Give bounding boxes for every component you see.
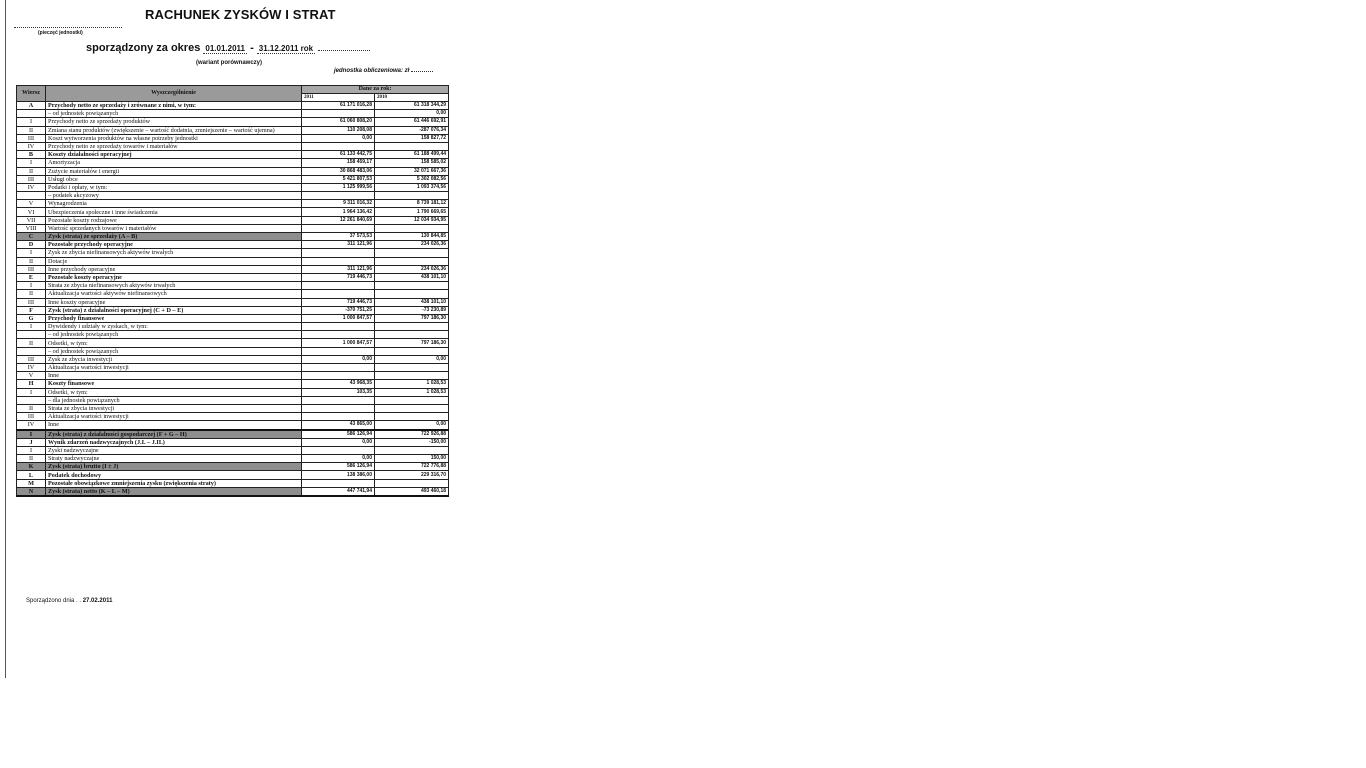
- table-row: [17, 159, 449, 167]
- row-value-2011: 0,00: [302, 134, 375, 142]
- row-index: I: [17, 388, 46, 396]
- row-label: Przychody netto ze sprzedaży produktów: [46, 118, 302, 126]
- row-value-2011: 9 311 016,32: [302, 200, 375, 208]
- table-row: [17, 282, 449, 290]
- table-row: [17, 110, 449, 118]
- row-label: – podatek akcyzowy: [46, 192, 302, 200]
- row-value-2011: [302, 479, 375, 487]
- row-label: Ubezpieczenia społeczne i inne świadczenia: [46, 208, 302, 216]
- row-value-2011: 1 000 847,57: [302, 339, 375, 347]
- row-value-2010: [375, 372, 449, 380]
- row-label: – od jednostek powiązanych: [46, 110, 302, 118]
- table-row: [17, 430, 449, 439]
- row-label: Zyski nadzwyczajne: [46, 446, 302, 454]
- row-label: Inne: [46, 372, 302, 380]
- row-index: A: [17, 102, 46, 110]
- table-row: [17, 118, 449, 126]
- row-value-2010: 493 460,18: [375, 487, 449, 496]
- row-label: – od jednostek powiązanych: [46, 331, 302, 339]
- row-label: Pozostałe koszty operacyjne: [46, 273, 302, 281]
- row-index: II: [17, 404, 46, 412]
- table-row: [17, 126, 449, 134]
- row-label: Zysk ze zbycia inwestycji: [46, 355, 302, 363]
- row-value-2010: [375, 249, 449, 257]
- row-value-2010: 1 028,53: [375, 380, 449, 388]
- variant-label: (wariant porównawczy): [196, 60, 263, 66]
- row-index: IV: [17, 421, 46, 430]
- row-index: H: [17, 380, 46, 388]
- row-index: C: [17, 233, 46, 241]
- row-value-2010: [375, 364, 449, 372]
- table-row: [17, 314, 449, 322]
- stamp-label: (pieczęć jednostki): [38, 30, 83, 36]
- table-row: [17, 388, 449, 396]
- table-row: [17, 257, 449, 265]
- row-value-2011: [302, 192, 375, 200]
- row-label: Zysk ze zbycia niefinansowych aktywów trwałych: [46, 249, 302, 257]
- row-value-2010: 158 827,72: [375, 134, 449, 142]
- table-row: [17, 347, 449, 355]
- row-value-2010: 8 739 181,12: [375, 200, 449, 208]
- row-index: II: [17, 257, 46, 265]
- row-value-2011: [302, 446, 375, 454]
- row-value-2011: 5 421 807,53: [302, 175, 375, 183]
- row-value-2011: [302, 323, 375, 331]
- table-row: [17, 134, 449, 142]
- row-value-2010: 5 302 082,56: [375, 175, 449, 183]
- row-value-2010: 234 026,36: [375, 241, 449, 249]
- row-label: Pozostałe przychody operacyjne: [46, 241, 302, 249]
- row-value-2011: 1 000 847,57: [302, 314, 375, 322]
- row-index: [17, 347, 46, 355]
- row-index: I: [17, 282, 46, 290]
- row-index: B: [17, 151, 46, 159]
- row-index: III: [17, 134, 46, 142]
- row-label: Przychody finansowe: [46, 314, 302, 322]
- row-value-2010: 12 034 934,95: [375, 216, 449, 224]
- row-value-2010: 722 926,88: [375, 430, 449, 439]
- table-row: [17, 183, 449, 191]
- row-label: Straty nadzwyczajne: [46, 455, 302, 463]
- row-value-2010: [375, 224, 449, 232]
- row-value-2011: [302, 224, 375, 232]
- table-row: [17, 216, 449, 224]
- row-index: J: [17, 438, 46, 446]
- row-index: I: [17, 159, 46, 167]
- row-value-2010: 0,00: [375, 110, 449, 118]
- row-label: Inne: [46, 421, 302, 430]
- row-value-2010: [375, 446, 449, 454]
- table-row: [17, 446, 449, 454]
- row-value-2011: 1 125 999,56: [302, 183, 375, 191]
- row-label: Wartość sprzedanych towarów i materiałów: [46, 224, 302, 232]
- table-row: [17, 487, 449, 496]
- row-value-2010: -287 076,34: [375, 126, 449, 134]
- row-value-2010: 150,00: [375, 455, 449, 463]
- row-value-2011: [302, 331, 375, 339]
- row-value-2010: [375, 396, 449, 404]
- header-wyszczegolnienie: Wyszczególnienie: [46, 86, 302, 102]
- row-value-2011: [302, 372, 375, 380]
- row-value-2010: 438 101,10: [375, 298, 449, 306]
- row-value-2011: [302, 142, 375, 150]
- row-value-2011: [302, 347, 375, 355]
- row-label: Strata ze zbycia niefinansowych aktywów trwałych: [46, 282, 302, 290]
- row-value-2011: [302, 404, 375, 412]
- row-value-2010: 130 844,85: [375, 233, 449, 241]
- row-value-2011: [302, 413, 375, 421]
- row-value-2011: 138 386,00: [302, 471, 375, 479]
- row-index: M: [17, 479, 46, 487]
- table-row: [17, 224, 449, 232]
- row-index: K: [17, 463, 46, 471]
- row-label: Koszt wytworzenia produktów na własne potrzeby jednostki: [46, 134, 302, 142]
- row-value-2010: 158 585,02: [375, 159, 449, 167]
- row-value-2011: 0,00: [302, 438, 375, 446]
- row-label: – od jednostek powiązanych: [46, 347, 302, 355]
- table-row: [17, 438, 449, 446]
- table-row: [17, 471, 449, 479]
- row-label: Odsetki, w tym:: [46, 388, 302, 396]
- row-value-2011: 61 171 016,28: [302, 102, 375, 110]
- row-value-2011: [302, 282, 375, 290]
- row-value-2011: 30 868 483,06: [302, 167, 375, 175]
- row-index: I: [17, 323, 46, 331]
- row-index: VI: [17, 208, 46, 216]
- table-row: [17, 208, 449, 216]
- table-row: [17, 200, 449, 208]
- table-row: [17, 273, 449, 281]
- table-row: [17, 372, 449, 380]
- table-row: [17, 421, 449, 430]
- row-value-2010: 797 186,30: [375, 314, 449, 322]
- footer: Sporządzono dnia . . 27.02.2011: [26, 598, 113, 604]
- row-value-2011: 311 121,96: [302, 241, 375, 249]
- table-row: [17, 192, 449, 200]
- unit-text: jednostka obliczeniowa: zł: [334, 68, 410, 74]
- table-row: [17, 167, 449, 175]
- row-index: III: [17, 355, 46, 363]
- document-title: RACHUNEK ZYSKÓW I STRAT: [145, 7, 336, 22]
- table-row: [17, 142, 449, 150]
- row-value-2010: 61 446 692,91: [375, 118, 449, 126]
- row-value-2011: 110 208,08: [302, 126, 375, 134]
- row-index: II: [17, 126, 46, 134]
- row-value-2010: [375, 290, 449, 298]
- row-index: [17, 396, 46, 404]
- row-value-2011: 12 261 840,69: [302, 216, 375, 224]
- unit-dotted-fill: [411, 66, 433, 72]
- row-index: IV: [17, 142, 46, 150]
- row-value-2011: [302, 257, 375, 265]
- unit-label: [334, 66, 433, 74]
- row-value-2011: 719 446,73: [302, 273, 375, 281]
- period-from: 01.01.2011: [205, 44, 245, 53]
- table-row: [17, 233, 449, 241]
- row-label: Zysk (strata) ze sprzedaży (A – B): [46, 233, 302, 241]
- table-row: [17, 102, 449, 110]
- footer-date: 27.02.2011: [82, 598, 113, 604]
- period-prefix: sporządzony za okres: [86, 42, 201, 54]
- row-index: F: [17, 306, 46, 314]
- table-row: [17, 323, 449, 331]
- table-row: [17, 298, 449, 306]
- row-value-2011: 0,00: [302, 455, 375, 463]
- row-value-2011: 0,00: [302, 355, 375, 363]
- row-value-2011: 719 446,73: [302, 298, 375, 306]
- row-label: Wynagrodzenia: [46, 200, 302, 208]
- row-value-2010: 1 028,53: [375, 388, 449, 396]
- row-value-2010: [375, 282, 449, 290]
- row-value-2011: [302, 396, 375, 404]
- row-value-2011: 586 126,94: [302, 430, 375, 439]
- row-label: Usługi obce: [46, 175, 302, 183]
- row-value-2011: 586 126,94: [302, 463, 375, 471]
- row-value-2011: 1 964 136,42: [302, 208, 375, 216]
- row-label: Zysk (strata) netto (K – L – M): [46, 487, 302, 496]
- row-index: I: [17, 446, 46, 454]
- row-value-2010: [375, 479, 449, 487]
- row-label: Aktualizacja wartości aktywów niefinansowych: [46, 290, 302, 298]
- row-value-2011: 37 573,53: [302, 233, 375, 241]
- row-value-2010: [375, 192, 449, 200]
- row-value-2010: [375, 404, 449, 412]
- row-label: Przychody netto ze sprzedaży i zrównane z nimi, w tym:: [46, 102, 302, 110]
- income-statement-document: [0, 0, 460, 640]
- row-value-2011: -370 751,25: [302, 306, 375, 314]
- row-value-2011: 447 741,94: [302, 487, 375, 496]
- row-index: [17, 192, 46, 200]
- row-label: Dotacje: [46, 257, 302, 265]
- row-value-2011: [302, 249, 375, 257]
- header-wiersz: Wiersz: [17, 86, 46, 102]
- table-row: [17, 331, 449, 339]
- row-value-2011: 158 459,17: [302, 159, 375, 167]
- row-value-2010: [375, 257, 449, 265]
- row-index: II: [17, 455, 46, 463]
- row-index: I: [17, 118, 46, 126]
- row-value-2010: 229 316,70: [375, 471, 449, 479]
- row-index: III: [17, 265, 46, 273]
- row-label: Podatki i opłaty, w tym:: [46, 183, 302, 191]
- header-year-2011: 2011: [302, 94, 375, 102]
- row-value-2011: 43 968,35: [302, 380, 375, 388]
- row-index: III: [17, 413, 46, 421]
- period-line: [86, 42, 370, 54]
- header-year-2010: 2010: [375, 94, 449, 102]
- row-value-2010: -73 230,89: [375, 306, 449, 314]
- row-label: Aktualizacja wartości inwestycji: [46, 364, 302, 372]
- row-label: Inne koszty operacyjne: [46, 298, 302, 306]
- table-row: [17, 290, 449, 298]
- row-label: Zysk (strata) z działalności operacyjnej (C + D – E): [46, 306, 302, 314]
- row-label: Inne przychody operacyjne: [46, 265, 302, 273]
- row-index: I: [17, 249, 46, 257]
- row-index: III: [17, 175, 46, 183]
- table-row: [17, 380, 449, 388]
- table-row: [17, 249, 449, 257]
- row-index: V: [17, 200, 46, 208]
- row-value-2010: 1 093 374,56: [375, 183, 449, 191]
- table-row: [17, 396, 449, 404]
- row-value-2010: 0,00: [375, 421, 449, 430]
- row-value-2011: [302, 364, 375, 372]
- income-statement-table: [16, 85, 449, 497]
- period-separator: -: [250, 42, 254, 54]
- row-value-2010: [375, 413, 449, 421]
- row-label: Pozostałe obowiązkowe zmniejszenia zysku (zwiększenia straty): [46, 479, 302, 487]
- row-value-2010: 234 026,36: [375, 265, 449, 273]
- table-row: [17, 265, 449, 273]
- row-label: – dla jednostek powiązanych: [46, 396, 302, 404]
- row-label: Odsetki, w tym:: [46, 339, 302, 347]
- row-value-2010: 61 318 344,29: [375, 102, 449, 110]
- period-to: 31.12.2011 rok: [258, 44, 314, 53]
- row-index: IV: [17, 364, 46, 372]
- table-row: [17, 364, 449, 372]
- row-index: III: [17, 298, 46, 306]
- row-index: L: [17, 471, 46, 479]
- row-label: Koszty finansowe: [46, 380, 302, 388]
- header-dane: Dane za rok:: [302, 86, 449, 94]
- row-index: II: [17, 290, 46, 298]
- table-row: [17, 355, 449, 363]
- row-value-2010: [375, 331, 449, 339]
- row-index: N: [17, 487, 46, 496]
- footer-label: Sporządzono dnia: [26, 598, 75, 604]
- row-label: Wynik zdarzeń nadzwyczajnych (J.I. – J.II.): [46, 438, 302, 446]
- row-value-2011: [302, 110, 375, 118]
- row-index: VII: [17, 216, 46, 224]
- row-value-2011: 103,35: [302, 388, 375, 396]
- table-row: [17, 479, 449, 487]
- table-row: [17, 413, 449, 421]
- row-value-2010: 32 071 667,36: [375, 167, 449, 175]
- table-row: [17, 339, 449, 347]
- row-value-2010: [375, 142, 449, 150]
- table-row: [17, 175, 449, 183]
- row-label: Zmiana stanu produktów (zwiększenie – wartość dodatnia, zmniejszenie – wartość ujemna): [46, 126, 302, 134]
- row-value-2011: 311 121,96: [302, 265, 375, 273]
- row-index: II: [17, 167, 46, 175]
- row-label: Przychody netto ze sprzedaży towarów i materiałów: [46, 142, 302, 150]
- row-value-2011: 61 060 808,20: [302, 118, 375, 126]
- row-value-2011: 43 865,00: [302, 421, 375, 430]
- row-label: Strata ze zbycia inwestycji: [46, 404, 302, 412]
- row-index: IV: [17, 183, 46, 191]
- row-value-2010: 722 776,88: [375, 463, 449, 471]
- row-label: Aktualizacja wartości inwestycji: [46, 413, 302, 421]
- row-label: Pozostałe koszty rodzajowe: [46, 216, 302, 224]
- row-index: [17, 331, 46, 339]
- row-index: D: [17, 241, 46, 249]
- row-label: Koszty działalności operacyjnej: [46, 151, 302, 159]
- table-row: [17, 404, 449, 412]
- row-value-2010: [375, 323, 449, 331]
- row-value-2010: 61 188 499,44: [375, 151, 449, 159]
- row-label: Dywidendy i udziały w zyskach, w tym:: [46, 323, 302, 331]
- row-index: [17, 110, 46, 118]
- row-label: Podatek dochodowy: [46, 471, 302, 479]
- table-row: [17, 151, 449, 159]
- row-value-2010: 1 790 669,65: [375, 208, 449, 216]
- row-index: E: [17, 273, 46, 281]
- row-value-2010: 438 101,10: [375, 273, 449, 281]
- row-label: Zysk (strata) z działalności gospodarczej (F + G – H): [46, 430, 302, 439]
- row-label: Amortyzacja: [46, 159, 302, 167]
- period-dotted-fill: [318, 44, 370, 51]
- row-label: Zysk (strata) brutto (I ± J): [46, 463, 302, 471]
- row-value-2010: [375, 347, 449, 355]
- row-index: I: [17, 430, 46, 439]
- row-value-2010: -150,00: [375, 438, 449, 446]
- row-value-2010: 0,00: [375, 355, 449, 363]
- row-index: VIII: [17, 224, 46, 232]
- table-row: [17, 463, 449, 471]
- row-index: G: [17, 314, 46, 322]
- table-row: [17, 306, 449, 314]
- row-index: II: [17, 339, 46, 347]
- row-index: V: [17, 372, 46, 380]
- row-value-2011: 61 133 442,75: [302, 151, 375, 159]
- row-value-2011: [302, 290, 375, 298]
- table-row: [17, 455, 449, 463]
- row-label: Zużycie materiałów i energii: [46, 167, 302, 175]
- stamp-dotted-line: [14, 21, 122, 28]
- row-value-2010: 797 186,30: [375, 339, 449, 347]
- table-row: [17, 241, 449, 249]
